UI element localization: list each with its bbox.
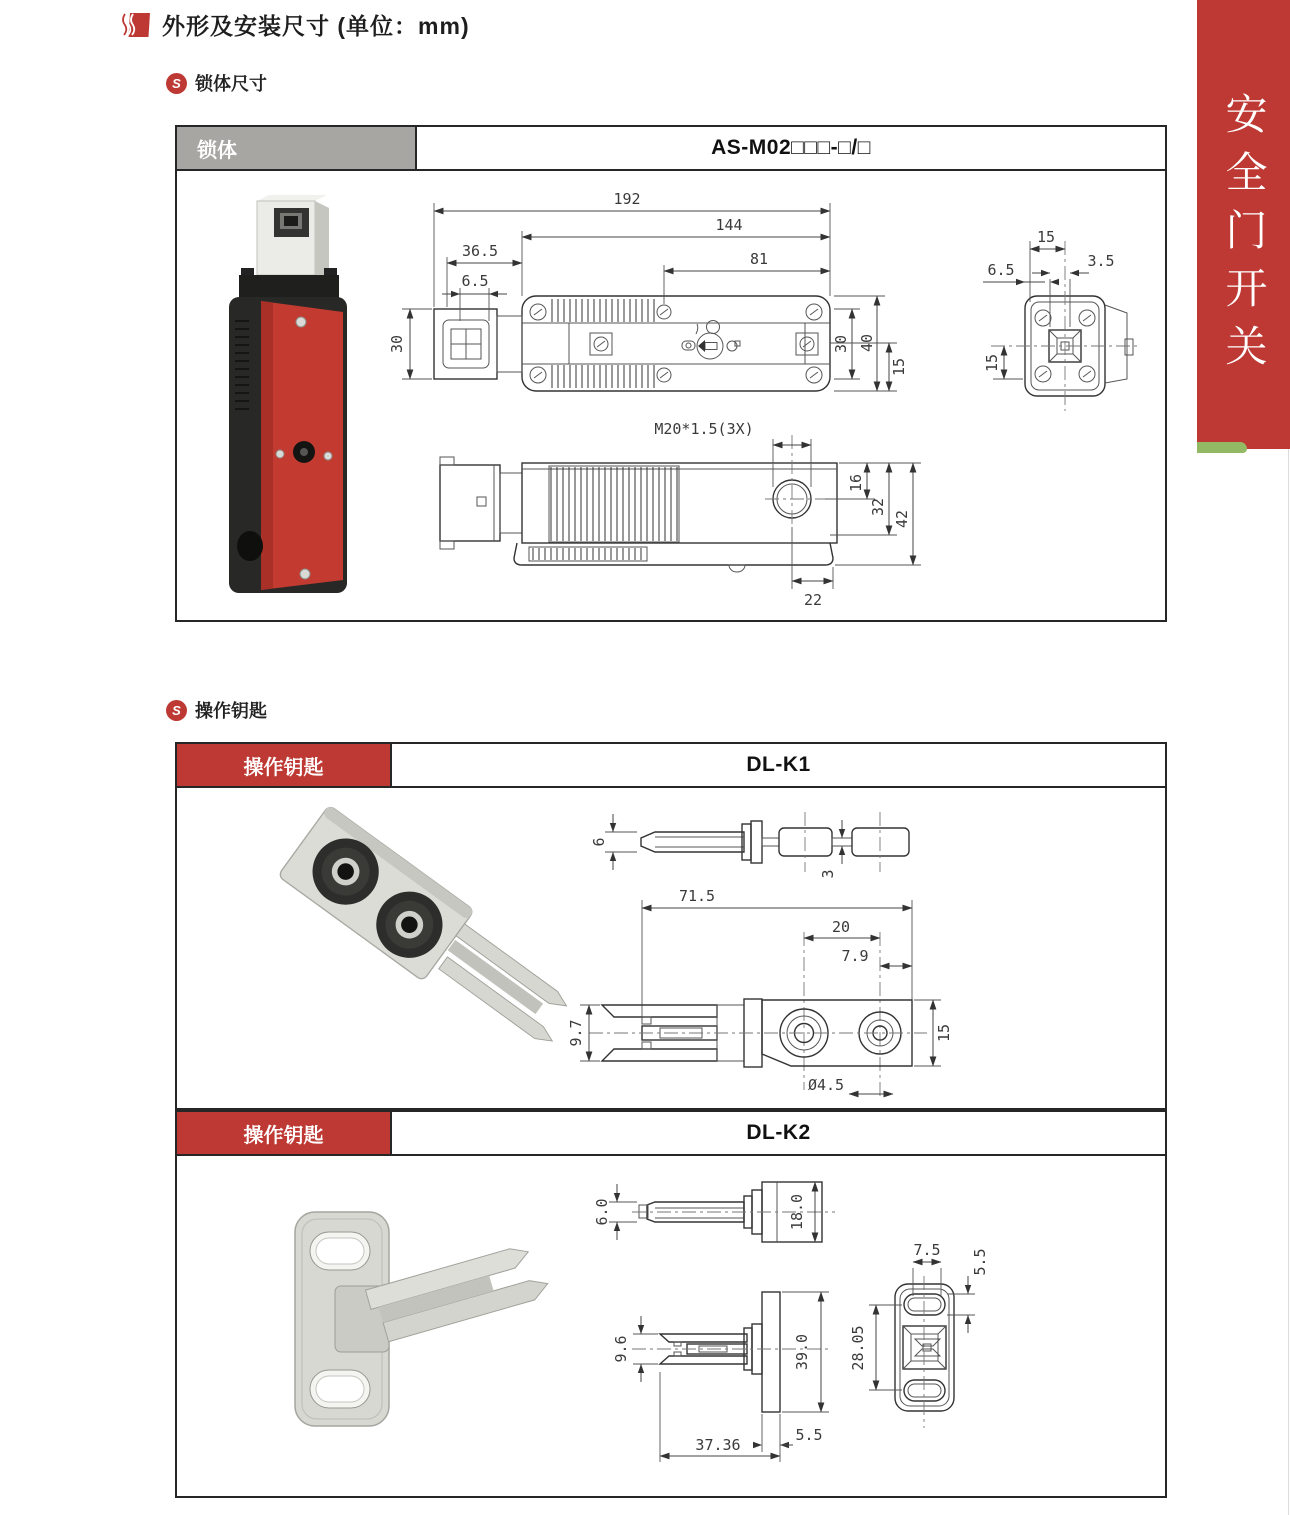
lock-top-view: [434, 296, 830, 391]
lock-side-view-dims: [654, 420, 921, 609]
dim-gland-top: 16: [847, 473, 865, 493]
dim-gland-depth: 32: [869, 497, 887, 517]
k1-panel: [175, 742, 1167, 1110]
section-operation-key: [166, 697, 267, 723]
dim-head-length: 36.5: [461, 242, 499, 260]
k1-panel-header: [177, 744, 1165, 788]
k2-panel-title: 操作钥匙: [177, 1112, 392, 1154]
dim-gland-offset: 22: [803, 591, 823, 609]
side-tab-label: 安全门开关: [1220, 92, 1268, 382]
lock-dimension-drawing: [177, 171, 1163, 618]
k1-panel-body: [177, 788, 1165, 1106]
k2-dimension-drawing: [177, 1156, 1163, 1494]
k2-panel: [175, 1110, 1167, 1498]
dim-k2-blade-length: 37.36: [695, 1436, 741, 1454]
section-lock-dimensions: [166, 70, 267, 96]
dim-total-length: 192: [613, 190, 641, 208]
dim-k1-fork-height: 9.7: [567, 1019, 585, 1047]
k1-product-photo: [278, 805, 588, 1063]
wave-flag-icon: [120, 10, 152, 40]
dim-k1-total-length: 71.5: [678, 887, 716, 905]
dim-band-height: 30: [832, 334, 850, 354]
green-accent-tab: [1197, 442, 1247, 453]
dim-k1-hole-dia: Ø4.5: [807, 1076, 845, 1094]
dim-k1-blade-height: 6: [590, 837, 608, 847]
section-s-icon: S: [166, 700, 187, 721]
section-lock-label: 锁体尺寸: [195, 74, 267, 94]
lock-side-view: [440, 435, 837, 572]
dim-end-left-offset: 6.5: [987, 261, 1015, 279]
dim-k2-slot-pitch: 28.05: [849, 1325, 867, 1371]
dim-k1-hole-pitch: 20: [831, 918, 851, 936]
dim-k2-slot-width: 7.5: [913, 1241, 941, 1259]
section-key-label: 操作钥匙: [195, 701, 267, 721]
dim-head-offset: 6.5: [461, 272, 489, 290]
dim-end-left-height: 15: [983, 353, 1001, 373]
k2-panel-body: [177, 1156, 1165, 1494]
lock-panel-body: [177, 171, 1165, 618]
dim-lower-height: 15: [890, 357, 908, 377]
dim-k2-fork-height: 9.6: [612, 1335, 630, 1363]
dim-k1-edge-offset: 7.9: [841, 947, 869, 965]
lock-body-panel: [175, 125, 1167, 622]
dim-k1-plate-height: 15: [935, 1023, 953, 1043]
dim-k2-head-height: 18.0: [788, 1193, 806, 1231]
k2-side-profile: [593, 1182, 835, 1242]
k2-plate-view: [849, 1241, 989, 1428]
k2-model-number: DL-K2: [746, 1121, 811, 1144]
lock-model-number: AS-M02□□□-□/□: [711, 136, 871, 159]
dim-right-length: 81: [749, 250, 769, 268]
dim-body-height: 40: [858, 333, 876, 353]
dim-body-length: 144: [715, 216, 743, 234]
k1-dimension-drawing: [177, 788, 1163, 1106]
dim-k2-flange-height: 39.0: [793, 1333, 811, 1371]
lock-panel-header: [177, 127, 1165, 171]
dim-k2-blade-height: 6.0: [593, 1198, 611, 1226]
k2-fork-view: [612, 1292, 832, 1462]
dim-k2-flange-thickness: 5.5: [795, 1426, 823, 1444]
dim-total-height: 42: [893, 509, 911, 529]
dim-thread-spec: M20*1.5(3X): [654, 420, 754, 438]
dim-k1-bar-height: 3: [819, 869, 837, 879]
lock-panel-title: 锁体: [177, 127, 417, 169]
dim-head-height: 30: [388, 334, 406, 354]
page-header: [120, 8, 470, 41]
k2-product-photo: [295, 1212, 551, 1426]
side-tab: [1197, 0, 1290, 449]
page-title: 外形及安装尺寸 (单位：mm): [162, 13, 470, 39]
k1-plan-view: [567, 887, 953, 1098]
lock-product-photo: [229, 195, 347, 593]
k2-panel-header: [177, 1112, 1165, 1156]
dim-k2-slot-height: 5.5: [971, 1248, 989, 1276]
page-edge-line: [1288, 449, 1289, 1515]
k1-model-number: DL-K1: [746, 753, 811, 776]
dim-end-top-width: 15: [1036, 228, 1056, 246]
dim-end-slot-offset: 3.5: [1087, 252, 1115, 270]
k1-side-profile: [590, 812, 909, 879]
k1-panel-title: 操作钥匙: [177, 744, 392, 786]
section-s-icon: S: [166, 73, 187, 94]
lock-end-view: [983, 228, 1141, 411]
